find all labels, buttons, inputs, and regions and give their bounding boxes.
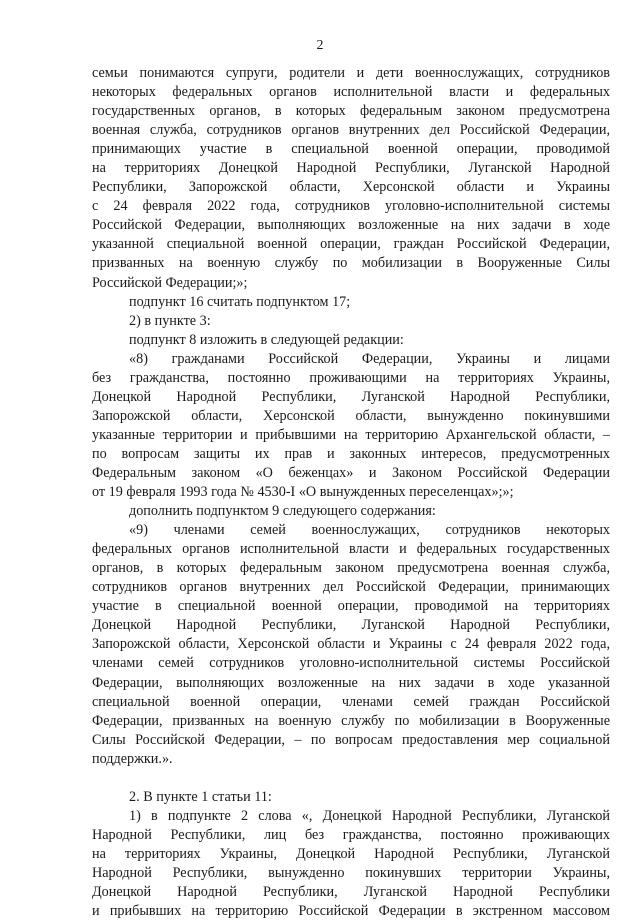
text-line: членами семей сотрудников уголовно-исполнительной системы Российской (92, 655, 610, 672)
text-line: на территориях Донецкой Народной Республики, Луганской Народной (92, 160, 610, 177)
text-line: Народной Республики, лиц без гражданства, постоянно проживающих (92, 826, 610, 843)
text-line: от 19 февраля 1993 года № 4530-I «О вынужденных переселенцах»;»; (92, 484, 514, 501)
text-line: органов, в которых федеральным законом предусмотрена военная служба, (92, 560, 610, 577)
text-line: семьи понимаются супруги, родители и дети военнослужащих, сотрудников (92, 65, 610, 81)
text-line: специальной военной операции, членами семей граждан Российской (92, 693, 610, 710)
text-line: 2) в пункте 3: (129, 312, 211, 329)
text-line: Российской Федерации;»; (92, 274, 248, 291)
text-line: и прибывших на территорию Российской Федерации в экстренном массовом (92, 903, 610, 920)
text-line: участие в специальной военной операции, проводимой на территориях (92, 598, 610, 615)
text-line: «9) членами семей военнослужащих, сотрудников некоторых (129, 522, 610, 539)
text-line: принимающих участие в специальной военной операции, проводимой (92, 141, 610, 158)
text-line: Народной Республики, вынужденно покинувших территории Украины, (92, 864, 610, 881)
text-line: подпункт 16 считать подпунктом 17; (129, 293, 351, 310)
text-line: сотрудников органов внутренних дел Российской Федерации, принимающих (92, 579, 610, 596)
text-line: военная служба, сотрудников органов внутренних дел Российской Федерации, (92, 122, 610, 139)
text-line: Донецкой Народной Республики, Луганской Народной Республики, (92, 617, 610, 634)
text-line: Республики, Запорожской области, Херсонской области и Украины (92, 179, 610, 196)
text-line: Российской Федерации, выполняющих возложенные на них задачи в ходе (92, 217, 610, 234)
text-line: государственных органов, в которых федеральным законом предусмотрена (92, 103, 610, 120)
text-line: подпункт 8 изложить в следующей редакции: (129, 331, 404, 348)
text-line: с 24 февраля 2022 года, сотрудников уголовно-исполнительной системы (92, 198, 610, 215)
text-line: «8) гражданами Российской Федерации, Украины и лицами (129, 350, 610, 367)
text-line: указанной специальной военной операции, граждан Российской Федерации, (92, 236, 610, 253)
text-line: Донецкой Народной Республики, Луганской Народной Республики (92, 883, 610, 900)
text-line: Запорожской области, Херсонской области и Украины с 24 февраля 2022 года, (92, 636, 610, 653)
text-line: Федерации, выполняющих возложенные на них задачи в ходе указанной (92, 674, 610, 691)
page-number: 2 (316, 38, 324, 53)
document-body (92, 64, 610, 921)
text-line: по вопросам защиты их прав и законных интересов, предусмотренных (92, 445, 610, 462)
text-line: Донецкой Народной Республики, Луганской Народной Республики, (92, 388, 610, 405)
text-line: призванных на военную службу по мобилизации в Вооруженные Силы (92, 255, 610, 272)
text-line: без гражданства, постоянно проживающими на территориях Украины, (92, 369, 610, 386)
text-line: 1) в подпункте 2 слова «, Донецкой Народной Республики, Луганской (129, 807, 610, 824)
text-line: Запорожской области, Херсонской области, вынужденно покинувшими (92, 407, 610, 424)
text-line: Силы Российской Федерации, – по вопросам предоставления мер социальной (92, 731, 610, 748)
text-line: федеральных органов исполнительной власти и федеральных государственных (92, 541, 610, 558)
text-line: дополнить подпунктом 9 следующего содержания: (129, 503, 436, 520)
text-line: 2. В пункте 1 статьи 11: (129, 788, 272, 805)
text-line: поддержки.». (92, 750, 173, 767)
text-line: Федеральным законом «О беженцах» и Законом Российской Федерации (92, 464, 610, 481)
text-line: некоторых федеральных органов исполнительной власти и федеральных (92, 84, 610, 101)
text-line: на территориях Украины, Донецкой Народной Республики, Луганской (92, 845, 610, 862)
text-line: Федерации, призванных на военную службу по мобилизации в Вооруженные (92, 712, 610, 729)
text-line: указанные территории и прибывшими на территорию Архангельской области, – (92, 426, 610, 443)
